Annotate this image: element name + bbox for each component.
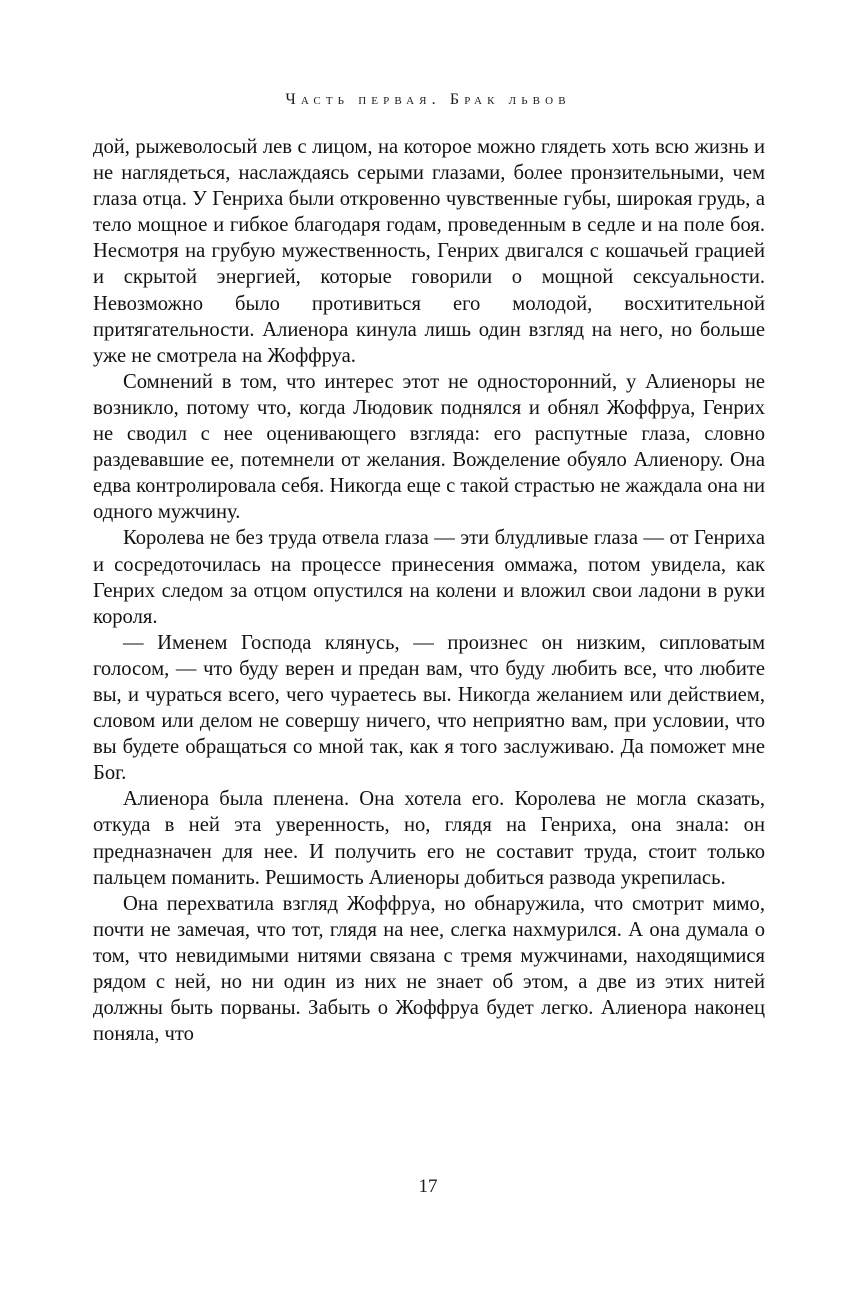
paragraph: — Именем Господа клянусь, — произнес он низким, сипловатым голосом, — что буду верен и предан вам, что буду любить все, что любите вы, и чураться всего, чего чураетесь вы. Никогда желанием или действием, словом или делом не совершу ничего, что неприятно вам, при условии, что вы будете обращаться со мной так, как я того заслуживаю. Да поможет мне Бог.	[93, 631, 765, 785]
paragraph: дой, рыжеволосый лев с лицом, на которое можно глядеть хоть всю жизнь и не наглядеться, наслаждаясь серыми глазами, более пронзительными, чем глаза отца. У Генриха были откровенно чувственные губы, широкая грудь, а тело мощное и гибкое благодаря годам, проведенным в седле и на поле боя. Несмотря на грубую мужественность, Генрих двигался с кошачьей грацией и скрытой энергией, которые говорили о мощной сексуальности. Невозможно было противиться его молодой, восхитительной притягательности. Алиенора кинула лишь один взгляд на него, но больше уже не смотрела на Жоффруа.	[93, 136, 765, 367]
body-text	[93, 134, 765, 1047]
paragraph: Королева не без труда отвела глаза — эти блудливые глаза — от Генриха и сосредоточилась на процессе принесения оммажа, потом увидела, как Генрих следом за отцом опустился на колени и вложил свои ладони в руки короля.	[93, 527, 765, 628]
running-head: Часть первая. Брак львов	[285, 91, 571, 108]
paragraph: Сомнений в том, что интерес этот не односторонний, у Алиеноры не возникло, потому что, когда Людовик поднялся и обнял Жоффруа, Генрих не сводил с нее оценивающего взгляда: его распутные глаза, словно раздевавшие ее, потемнели от желания. Вожделение обуяло Алиенору. Она едва контролировала себя. Никогда еще с такой страстью не жаждала она ни одного мужчину.	[93, 370, 765, 524]
paragraph: Она перехватила взгляд Жоффруа, но обнаружила, что смотрит мимо, почти не замечая, что тот, глядя на нее, слегка нахмурился. А она думала о том, что невидимыми нитями связана с тремя мужчинами, находящимися рядом с ней, но ни один из них не знает об этом, а две из этих нитей должны быть порваны. Забыть о Жоффруа будет легко. Алиенора наконец поняла, что	[93, 892, 765, 1046]
page-number: 17	[418, 1176, 438, 1197]
paragraph: Алиенора была пленена. Она хотела его. Королева не могла сказать, откуда в ней эта уверенность, но, глядя на Генриха, она знала: он предназначен для нее. И получить его не составит труда, стоит только пальцем поманить. Решимость Алиеноры добиться развода укрепилась.	[93, 788, 765, 889]
